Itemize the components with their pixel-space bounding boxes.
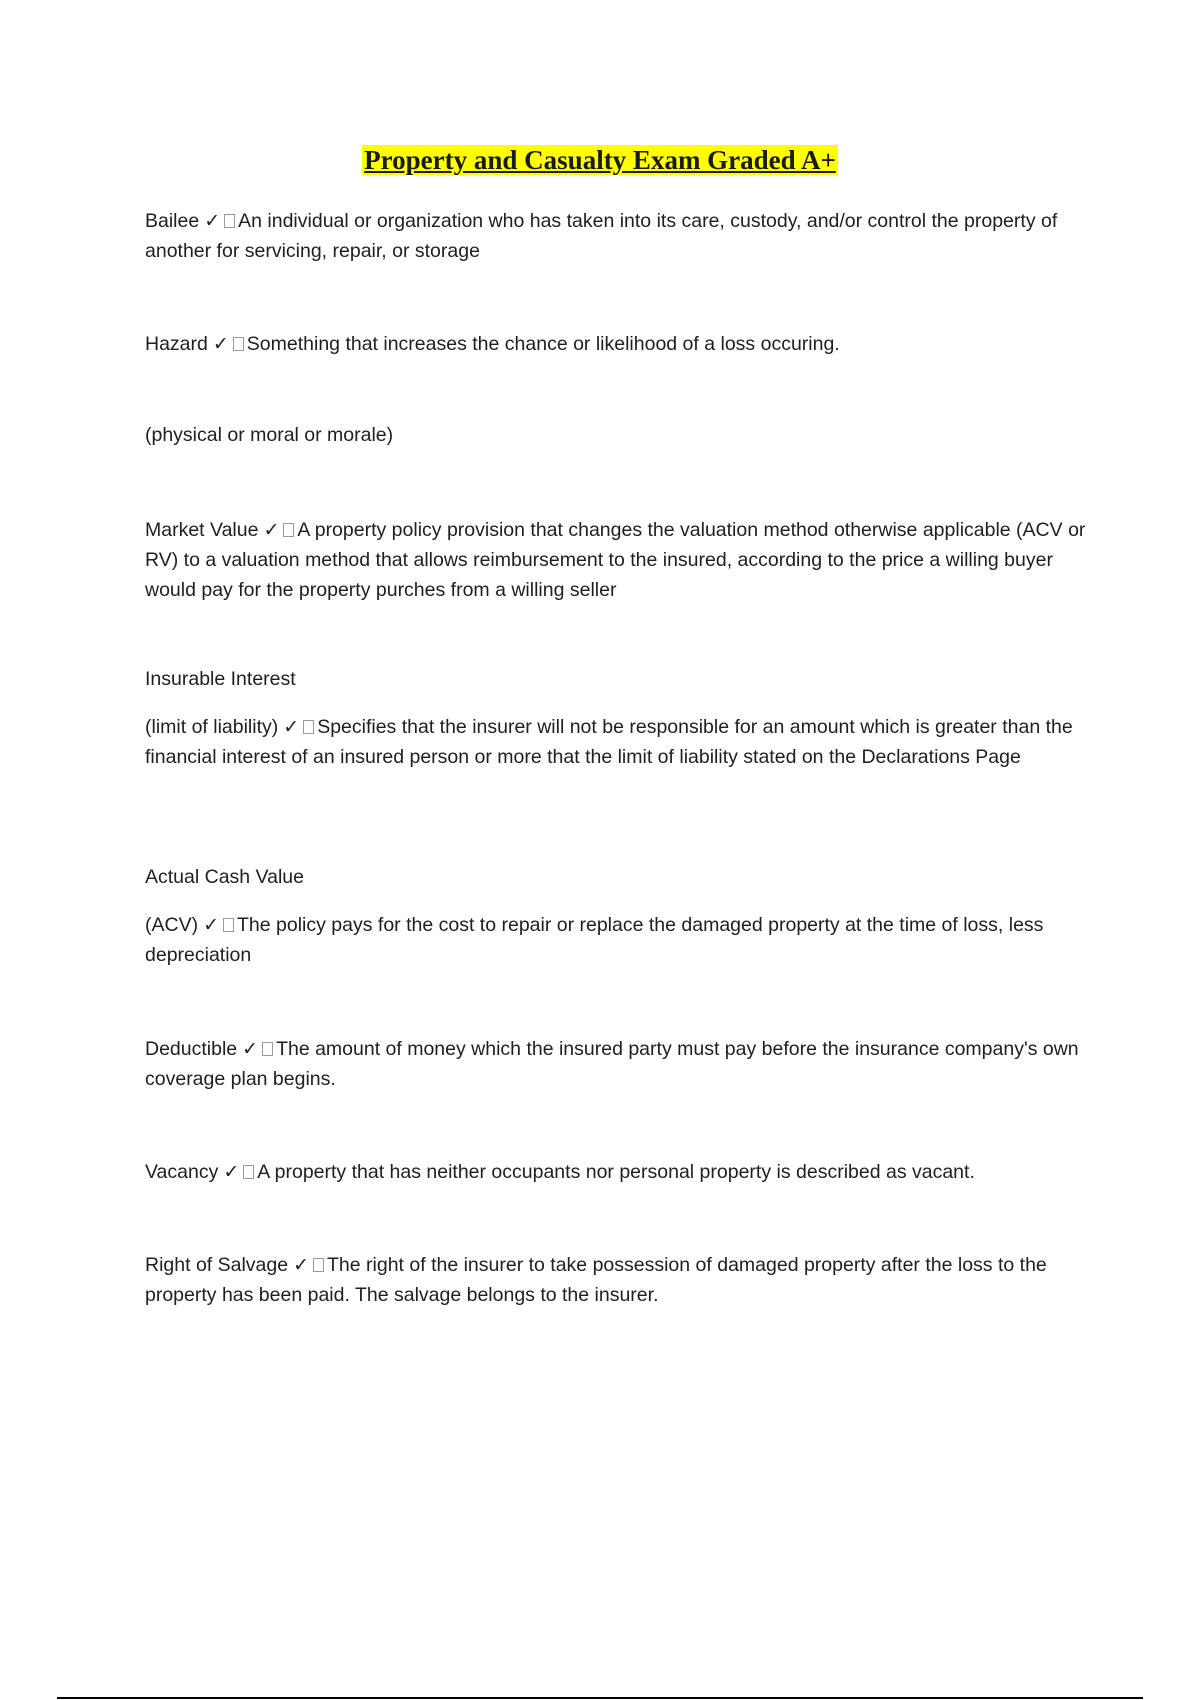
- entry-vacancy: [145, 1157, 1095, 1187]
- missing-glyph-box-icon: [233, 337, 244, 351]
- entry-hazard: [145, 329, 1095, 359]
- entry-term: Right of Salvage: [145, 1254, 289, 1276]
- entry-definition: The amount of money which the insured party must pay before the insurance company's own coverage plan begins.: [145, 1038, 1079, 1090]
- check-icon: ✓: [204, 210, 221, 232]
- missing-glyph-box-icon: [303, 720, 314, 734]
- entry-term: (limit of liability): [145, 716, 279, 738]
- footer-divider: [57, 1697, 1143, 1699]
- entry-market-value: [145, 515, 1095, 605]
- missing-glyph-box-icon: [283, 523, 294, 537]
- entry-term: Bailee: [145, 210, 200, 232]
- missing-glyph-box-icon: [224, 214, 235, 228]
- entry-term: Hazard: [145, 333, 208, 355]
- page-title-text: Property and Casualty Exam Graded A+: [364, 145, 836, 175]
- entry-term: Vacancy: [145, 1161, 219, 1183]
- entry-definition: The policy pays for the cost to repair or replace the damaged property at the time of loss, less depreciation: [145, 914, 1044, 966]
- entry-definition: An individual or organization who has taken into its care, custody, and/or control the property of another for servicing, repair, or storage: [145, 210, 1058, 262]
- entry-definition: A property policy provision that changes the valuation method otherwise applicable (ACV or RV) to a valuation method that allows reimbursement to the insured, according to the price a willing buyer would pay for the property purches from a willing seller: [145, 519, 1086, 601]
- check-icon: ✓: [263, 519, 280, 541]
- page-title: [0, 143, 1200, 177]
- check-icon: ✓: [283, 716, 300, 738]
- check-icon: ✓: [212, 333, 229, 355]
- missing-glyph-box-icon: [243, 1165, 254, 1179]
- missing-glyph-box-icon: [262, 1042, 273, 1056]
- entry-term: Deductible: [145, 1038, 238, 1060]
- check-icon: ✓: [242, 1038, 259, 1060]
- check-icon: ✓: [223, 1161, 240, 1183]
- entry-definition: A property that has neither occupants nor personal property is described as vacant.: [257, 1161, 975, 1183]
- missing-glyph-box-icon: [313, 1258, 324, 1272]
- missing-glyph-box-icon: [223, 918, 234, 932]
- entry-term: (ACV): [145, 914, 199, 936]
- entry-term: Market Value: [145, 519, 259, 541]
- entry-deductible: [145, 1034, 1095, 1094]
- entry-definition: The right of the insurer to take possession of damaged property after the loss to the property has been paid. The salvage belongs to the insurer.: [145, 1254, 1047, 1306]
- entry-actual-cash-value: [145, 910, 1095, 970]
- check-icon: ✓: [293, 1254, 310, 1276]
- entry-definition: Something that increases the chance or likelihood of a loss occuring.: [246, 333, 840, 355]
- entry-bailee: [145, 206, 1095, 266]
- entry-heading-insurable-interest: Insurable Interest: [145, 668, 296, 690]
- entry-note: (physical or moral or morale): [145, 424, 394, 446]
- check-icon: ✓: [203, 914, 220, 936]
- entry-insurable-interest: [145, 712, 1095, 772]
- entry-definition: Specifies that the insurer will not be responsible for an amount which is greater than the financial interest of an insured person or more that the limit of liability stated on the Declarations Page: [145, 716, 1073, 768]
- entry-right-of-salvage: [145, 1250, 1095, 1310]
- entry-heading-actual-cash-value: Actual Cash Value: [145, 866, 304, 888]
